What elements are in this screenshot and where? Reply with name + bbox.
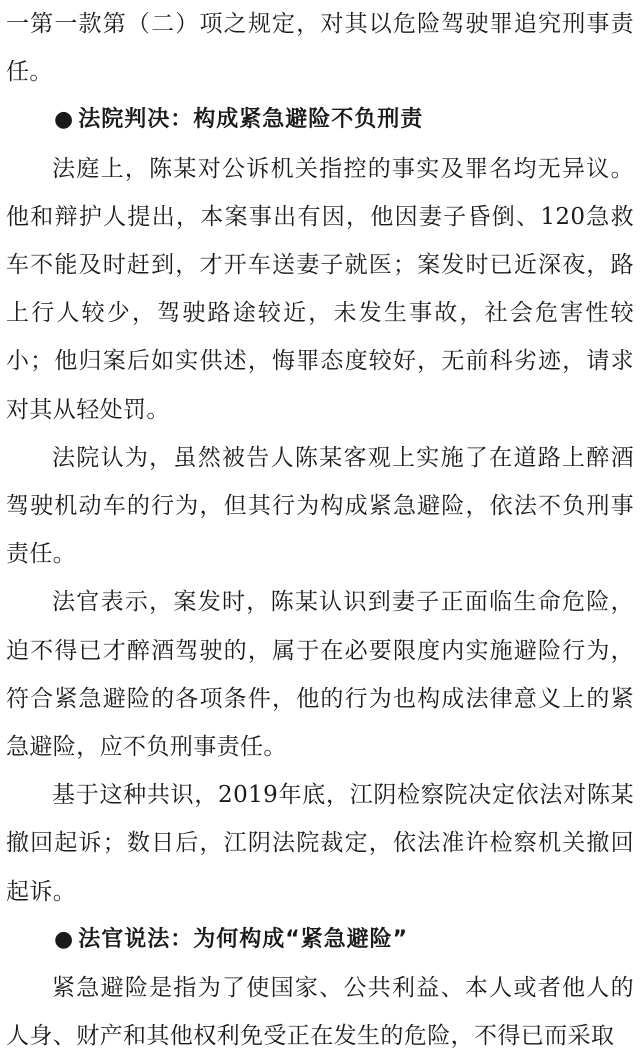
paragraph-judge-statement: 法官表示，案发时，陈某认识到妻子正面临生命危险，迫不得已才醉酒驾驶的，属于在必要限度内实施避险行为，符合紧急避险的各项条件，他的行为也构成法律意义上的紧急避险，应不负刑事责任。 (6, 589, 634, 761)
section-heading-court-ruling (6, 96, 634, 144)
paragraph-court-hearing: 法庭上，陈某对公诉机关指控的事实及罪名均无异议。他和辩护人提出，本案事出有因，他因妻子昏倒、120急救车不能及时赶到，才开车送妻子就医；案发时已近深夜，路上行人较少，驾驶路途较近，未发生事故，社会危害性较小；他归案后如实供述，悔罪态度较好，无前科劣迹，请求对其从轻处罚。 (6, 155, 634, 423)
paragraph-definition: 紧急避险是指为了使国家、公共利益、本人或者他人的人身、财产和其他权利免受正在发生的危险，不得已而采取 (6, 975, 634, 1050)
heading-text: 法官说法：为何构成“紧急避险” (78, 926, 409, 952)
bullet-icon: ● (54, 926, 75, 952)
article-body (6, 0, 634, 1060)
paragraph-court-opinion: 法院认为，虽然被告人陈某客观上实施了在道路上醉酒驾驶机动车的行为，但其行为构成紧急避险，依法不负刑事责任。 (6, 444, 634, 568)
bullet-icon: ● (54, 107, 75, 133)
paragraph-continuation: 一第一款第（二）项之规定，对其以危险驾驶罪追究刑事责任。 (6, 11, 634, 86)
paragraph-withdrawal: 基于这种共识，2019年底，江阴检察院决定依法对陈某撤回起诉；数日后，江阴法院裁定，依法准许检察机关撤回起诉。 (6, 782, 634, 905)
heading-text: 法院判决：构成紧急避险不负刑责 (78, 107, 424, 133)
section-heading-judge-explains (6, 916, 634, 964)
